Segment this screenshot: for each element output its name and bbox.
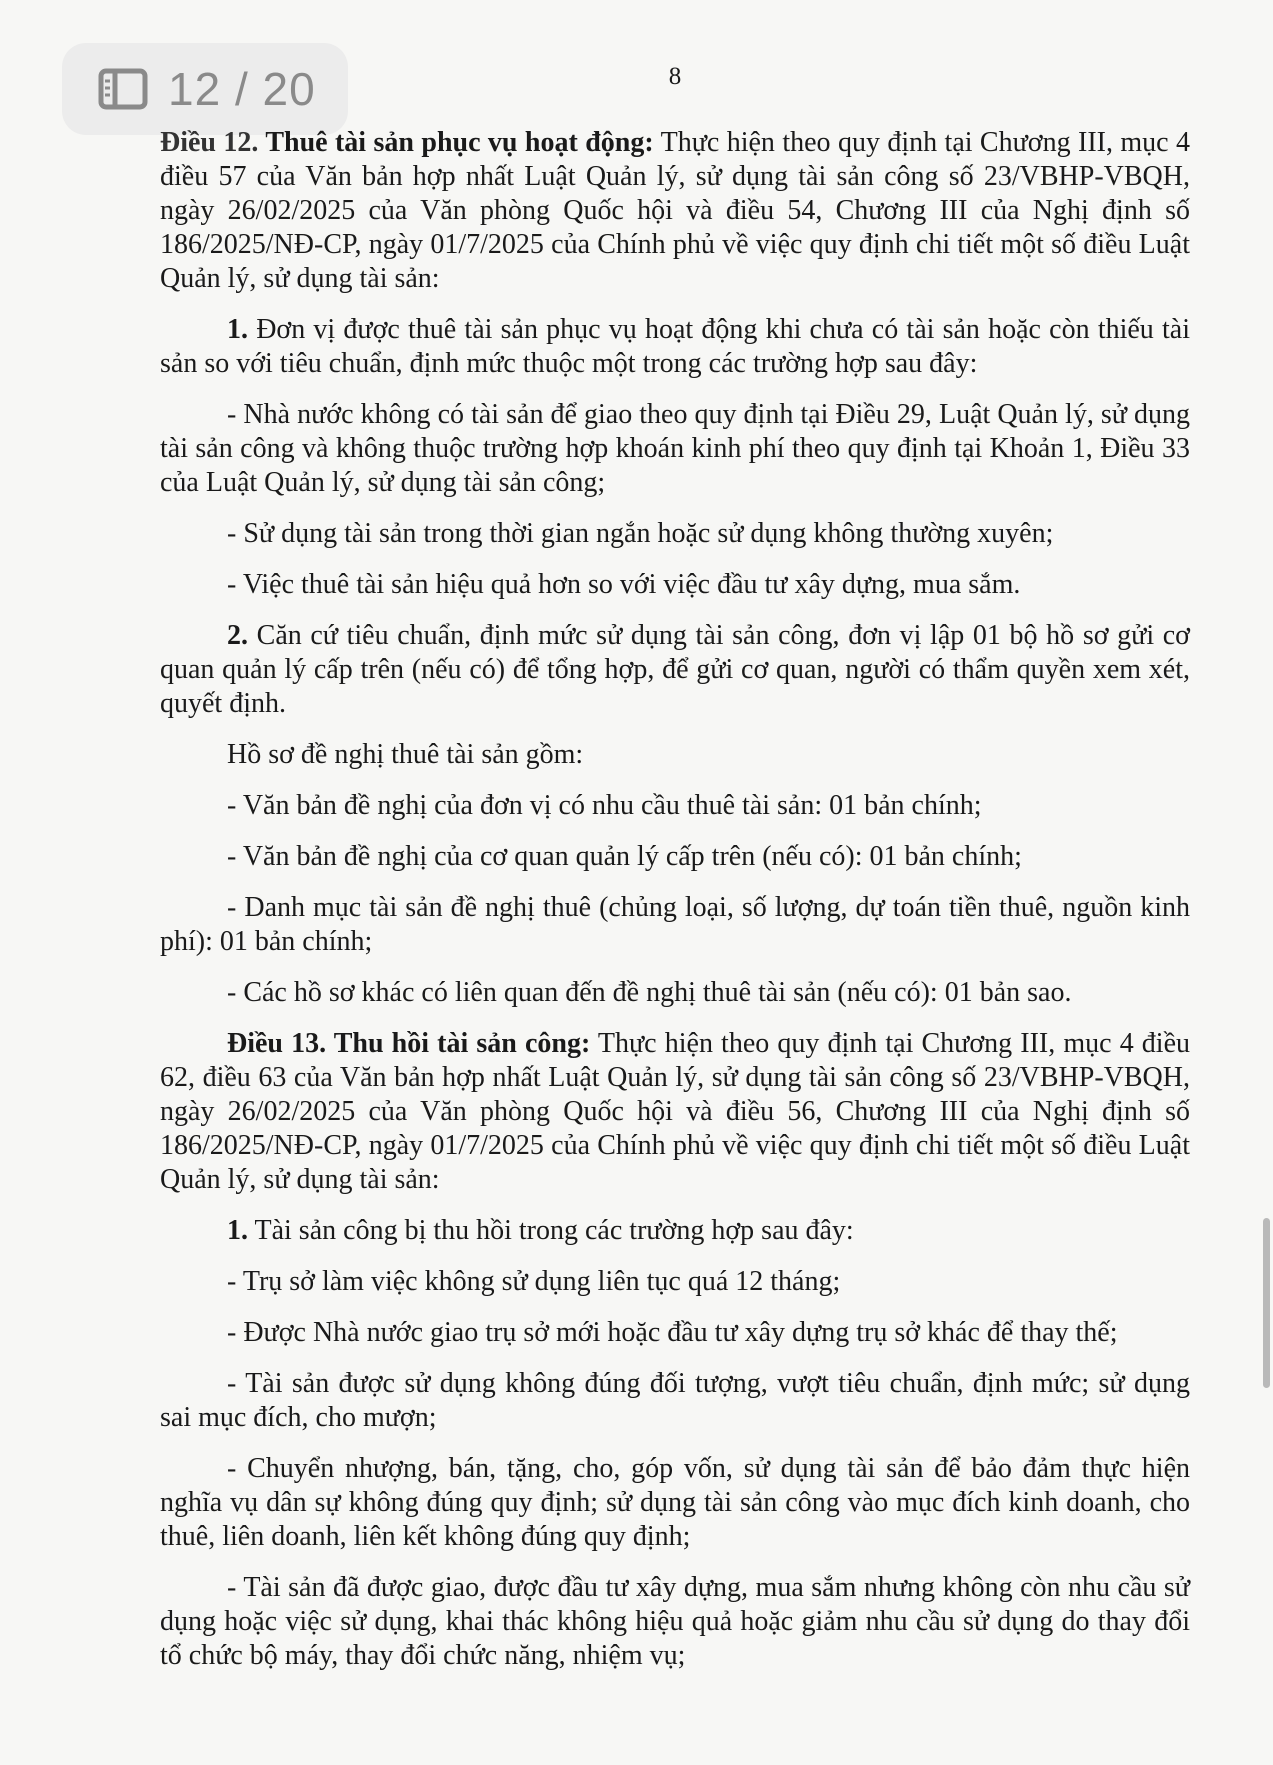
- dieu13-intro: [160, 1027, 1190, 1197]
- dieu13-item1-text: Tài sản công bị thu hồi trong các trường hợp sau đây:: [254, 1215, 854, 1246]
- list-item: - Được Nhà nước giao trụ sở mới hoặc đầu tư xây dựng trụ sở khác để thay thế;: [227, 1317, 1118, 1348]
- dieu12-item1-num: 1.: [227, 314, 248, 345]
- dieu12-item2: [160, 619, 1190, 721]
- list-item: - Trụ sở làm việc không sử dụng liên tục quá 12 tháng;: [227, 1266, 841, 1297]
- dieu12-item2-num: 2.: [227, 620, 248, 651]
- list-item: - Tài sản được sử dụng không đúng đối tượng, vượt tiêu chuẩn, định mức; sử dụng sai mục đích, cho mượn;: [160, 1368, 1190, 1433]
- dossier-heading: Hồ sơ đề nghị thuê tài sản gồm:: [227, 739, 584, 770]
- list-item: - Sử dụng tài sản trong thời gian ngắn hoặc sử dụng không thường xuyên;: [227, 518, 1054, 549]
- dieu12-title: Thuê tài sản phục vụ hoạt động:: [265, 127, 654, 158]
- list-item: - Văn bản đề nghị của đơn vị có nhu cầu thuê tài sản: 01 bản chính;: [227, 790, 982, 821]
- dieu13-item1: [160, 1214, 1190, 1248]
- dieu12-lead: Điều 12.: [160, 127, 259, 158]
- page-indicator[interactable]: [62, 43, 348, 135]
- list-item: - Tài sản đã được giao, được đầu tư xây dựng, mua sắm nhưng không còn nhu cầu sử dụng hoặc việc sử dụng, khai thác không hiệu quả hoặc giảm nhu cầu sử dụng do thay đổi tổ chức bộ máy, thay đổi chức năng, nhiệm vụ;: [160, 1572, 1190, 1671]
- dieu12-intro-text: Thực hiện theo quy định tại Chương III, mục 4 điều 57 của Văn bản hợp nhất Luật Quản lý, sử dụng tài sản công số 23/VBHP-VBQH, ngày 26/02/2025 của Văn phòng Quốc hội và điều 54, Chương III của Nghị định số 186/2025/NĐ-CP, ngày 01/7/2025 của Chính phủ về việc quy định chi tiết một số điều Luật Quản lý, sử dụng tài sản:: [160, 127, 1190, 294]
- list-item: - Chuyển nhượng, bán, tặng, cho, góp vốn, sử dụng tài sản để bảo đảm thực hiện nghĩa vụ dân sự không đúng quy định; sử dụng tài sản công vào mục đích kinh doanh, cho thuê, liên doanh, liên kết không đúng quy định;: [160, 1453, 1190, 1552]
- dieu12-item1-text: Đơn vị được thuê tài sản phục vụ hoạt động khi chưa có tài sản hoặc còn thiếu tài sản so với tiêu chuẩn, định mức thuộc một trong các trường hợp sau đây:: [160, 314, 1190, 379]
- dieu12-item1: [160, 313, 1190, 381]
- dieu13-intro-text: Thực hiện theo quy định tại Chương III, mục 4 điều 62, điều 63 của Văn bản hợp nhất Luật Quản lý, sử dụng tài sản công số 23/VBHP-VBQH, ngày 26/02/2025 của Văn phòng Quốc hội và điều 56, Chương III của Nghị định số 186/2025/NĐ-CP, ngày 01/7/2025 của Chính phủ về việc quy định chi tiết một số điều Luật Quản lý, sử dụng tài sản:: [160, 1028, 1191, 1195]
- vertical-scrollbar[interactable]: [1263, 1218, 1270, 1388]
- list-item: - Việc thuê tài sản hiệu quả hơn so với việc đầu tư xây dựng, mua sắm.: [227, 569, 1021, 600]
- dieu13-title: Điều 13. Thu hồi tài sản công:: [227, 1028, 591, 1059]
- document-body: [160, 126, 1190, 1673]
- list-item: - Danh mục tài sản đề nghị thuê (chủng loại, số lượng, dự toán tiền thuê, nguồn kinh phí): 01 bản chính;: [160, 892, 1190, 957]
- page-indicator-text: 12 / 20: [168, 63, 316, 115]
- dieu12-intro: [160, 126, 1190, 296]
- list-item: - Văn bản đề nghị của cơ quan quản lý cấp trên (nếu có): 01 bản chính;: [227, 841, 1022, 872]
- dieu12-item2-text: Căn cứ tiêu chuẩn, định mức sử dụng tài sản công, đơn vị lập 01 bộ hồ sơ gửi cơ quan quản lý cấp trên (nếu có) để tổng hợp, để gửi cơ quan, người có thẩm quyền xem xét, quyết định.: [160, 620, 1190, 719]
- list-item: - Nhà nước không có tài sản để giao theo quy định tại Điều 29, Luật Quản lý, sử dụng tài sản công và không thuộc trường hợp khoán kinh phí theo quy định tại Khoản 1, Điều 33 của Luật Quản lý, sử dụng tài sản công;: [160, 399, 1190, 498]
- list-item: - Các hồ sơ khác có liên quan đến đề nghị thuê tài sản (nếu có): 01 bản sao.: [227, 977, 1072, 1008]
- sidebar-icon: [98, 68, 148, 110]
- dieu13-item1-num: 1.: [227, 1215, 248, 1246]
- page-number: 8: [668, 63, 682, 90]
